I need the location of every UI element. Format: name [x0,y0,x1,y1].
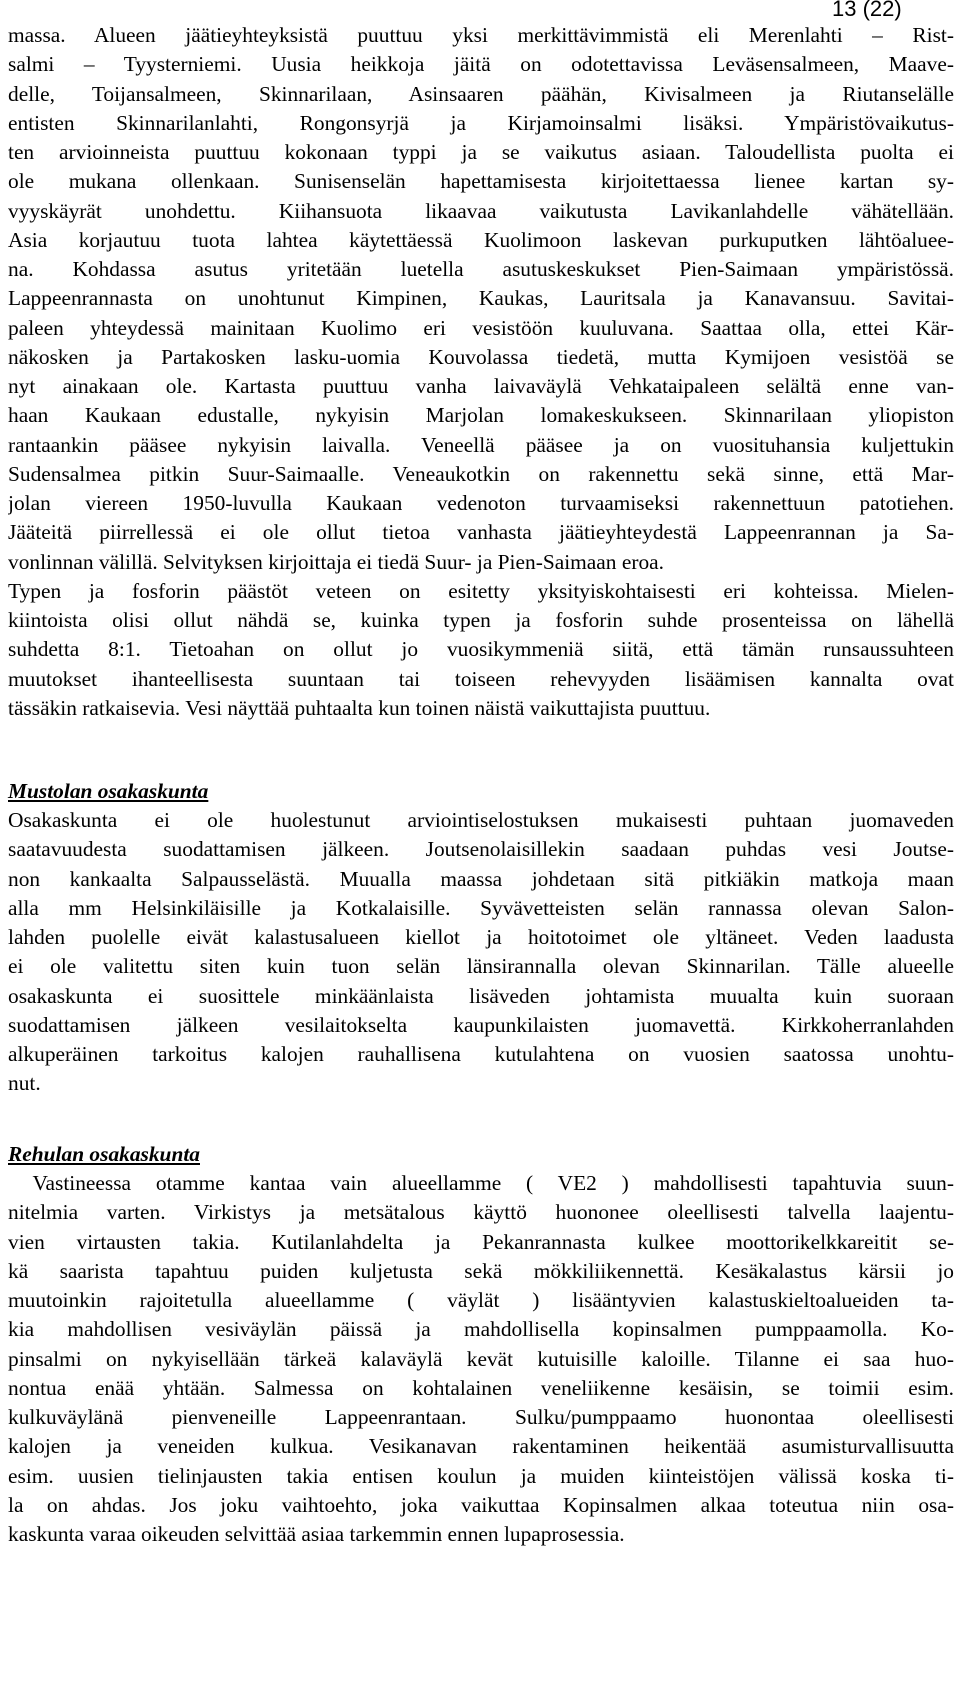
text-line: vyyskäyrät unohdettu. Kiihansuota likaavaa vaikutusta Lavikanlahdelle vähätellään. [8,198,954,223]
text-line: ole mukana ollenkaan. Sunisenselän hapettamisesta kirjoitettaessa lienee kartan sy- [8,169,954,194]
text-line: delle, Toijansalmeen, Skinnarilaan, Asinsaaren päähän, Kivisalmeen ja Riutanselälle [8,81,954,106]
text-line: kiintoista olisi ollut nähdä se, kuinka typen ja fosforin suhde prosenteissa on lähellä [8,608,954,632]
text-line: pinsalmi on nykyisellään tärkeä kalaväylä kevät kutuisille kaloille. Tilanne ei saa huo- [8,1346,954,1371]
text-line: Lappeenrannasta on unohtunut Kimpinen, Kaukas, Lauritsala ja Kanavansuu. Savitai- [8,286,954,311]
text-line: alkuperäinen tarkoitus kalojen rauhallisena kutulahtena on vuosien saatossa unohtu- [8,1042,954,1066]
section-heading-mustola: Mustolan osakaskunta [8,779,209,803]
text-line: osakaskunta ei suosittele minkäänlaista lisäveden johtamista muualta kuin suoraan [8,983,954,1008]
text-line: tässäkin ratkaisevia. Vesi näyttää puhtaalta kun toinen näistä vaikuttajista puuttuu. [8,695,711,720]
text-line: paleen yhteydessä mainitaan Kuolimo eri vesistöön kuuluvana. Saattaa olla, ettei Kär- [8,315,954,340]
text-line: muutoinkin rajoitetulla alueellamme ( väylät ) lisääntyvien kalastuskieltoalueiden ta- [8,1288,954,1312]
text-line: Vastineessa otamme kantaa vain alueellamme ( VE2 ) mahdollisesti tapahtuvia suun- [8,1171,954,1195]
text-line: Jääteitä piirrellessä ei ole ollut tietoa vanhasta jäätieyhteydestä Lappeenrannan ja Sa- [8,520,954,545]
rehula-section [8,1139,954,1549]
text-line: nitelmia varten. Virkistys ja metsätalous käyttö huononee oleellisesti talvella laajentu- [8,1200,954,1225]
text-line: Asia korjautuu tuota lahtea käytettäessä Kuolimoon laskevan purkuputken lähtöaluee- [8,227,954,252]
text-line: kalojen ja veneiden kulkua. Vesikanavan rakentaminen heikentää asumisturvallisuutta [8,1434,954,1459]
text-line: lahden puolelle eivät kalastusalueen kiellot ja hoitotoimet ole yltäneet. Veden laadusta [8,925,954,949]
text-line: entisten Skinnarilanlahti, Rongonsyrjä ja Kirjamoinsalmi lisäksi. Ympäristövaikutus- [8,110,954,135]
mustola-section [8,776,954,1099]
text-line: vien virtausten takia. Kutilanlahdelta ja Pekanrannasta kulkee moottorikelkkareitit se- [8,1229,954,1254]
text-line: la on ahdas. Jos joku vaihtoehto, joka vaikuttaa Kopinsalmen alkaa toteutua niin osa- [8,1492,954,1517]
page-number: 13 (22) [832,0,902,21]
text-line: esim. uusien tielinjausten takia entisen koulun ja muiden kiinteistöjen välissä koska ti- [8,1463,954,1488]
text-line: alla mm Helsinkiläisille ja Kotkalaisille. Syvävetteisten selän rannassa olevan Salon- [8,895,954,920]
text-line: Osakaskunta ei ole huolestunut arviointiselostuksen mukaisesti puhtaan juomaveden [8,808,954,832]
text-line: nontua enää yhtään. Salmessa on kohtalainen veneliikenne kesäisin, se toimii esim. [8,1375,954,1400]
text-line: näkosken ja Partakosken lasku-uomia Kouvolassa tiedetä, mutta Kymijoen vesistöä se [8,344,954,369]
text-line: saatavuudesta suodattamisen jälkeen. Joutsenolaisillekin saadaan puhdas vesi Joutse- [8,837,954,862]
text-line: non kankaalta Salpausselästä. Muualla maassa johdetaan sitä pitkiäkin matkoja maan [8,866,954,891]
text-line: nyt ainakaan ole. Kartasta puuttuu vanha laivaväylä Vehkataipaleen selältä enne van- [8,374,954,398]
text-line: kä saarista tapahtuu puiden kuljetusta sekä mökkiliikennettä. Kesäkalastus kärsii jo [8,1258,954,1283]
text-line: muutokset ihanteellisesta suuntaan tai toiseen rehevyyden lisäämisen kannalta ovat [8,666,954,691]
text-line: haan Kaukaan edustalle, nykyisin Marjolan lomakeskukseen. Skinnarilaan yliopiston [8,403,954,428]
text-line: suhdetta 8:1. Tietoahan on ollut jo vuosikymmeniä siitä, että tämän runsaussuhteen [8,637,954,662]
text-line: suodattamisen jälkeen vesilaitokselta kaupunkilaisten juomavettä. Kirkkoherranlahden [8,1012,954,1037]
text-line: Typen ja fosforin päästöt veteen on esitetty yksityiskohtaisesti eri kohteissa. Mielen- [8,578,954,603]
text-line: nut. [8,1071,41,1096]
intro-paragraph [8,21,954,723]
text-line: ten arvioinneista puuttuu kokonaan typpi ja se vaikutus asiaan. Taloudellista puolta ei [8,140,954,164]
text-line: rantaankin pääsee nykyisin laivalla. Veneellä pääsee ja on vuosituhansia kuljettukin [8,432,954,457]
text-line: Sudensalmea pitkin Suur-Saimaalle. Veneaukotkin on rakennettu sekä sinne, että Mar- [8,461,954,486]
text-line: vonlinnan välillä. Selvityksen kirjoittaja ei tiedä Suur- ja Pien-Saimaan eroa. [8,549,664,574]
section-heading-rehula: Rehulan osakaskunta [8,1142,200,1166]
text-line: kulkuväylänä pienveneille Lappeenrantaan. Sulku/pumppaamo huonontaa oleellisesti [8,1405,954,1429]
text-line: salmi – Tyysterniemi. Uusia heikkoja jäitä on odotettavissa Leväsensalmeen, Maave- [8,52,954,77]
text-line: massa. Alueen jäätieyhteyksistä puuttuu yksi merkittävimmistä eli Merenlahti – Rist- [8,23,954,47]
text-line: ei ole valitettu siten kuin tuon selän länsirannalla olevan Skinnarilan. Tälle alueelle [8,954,954,979]
text-line: jolan viereen 1950-luvulla Kaukaan vedenoton turvaamiseksi rakennettuun patotiehen. [8,491,954,515]
text-line: na. Kohdassa asutus yritetään luetella asutuskeskukset Pien-Saimaan ympäristössä. [8,257,954,281]
text-line: kia mahdollisen vesiväylän päissä ja mahdollisella kopinsalmen pumppaamolla. Ko- [8,1317,954,1342]
text-line: kaskunta varaa oikeuden selvittää asiaa tarkemmin ennen lupaprosessia. [8,1522,625,1546]
